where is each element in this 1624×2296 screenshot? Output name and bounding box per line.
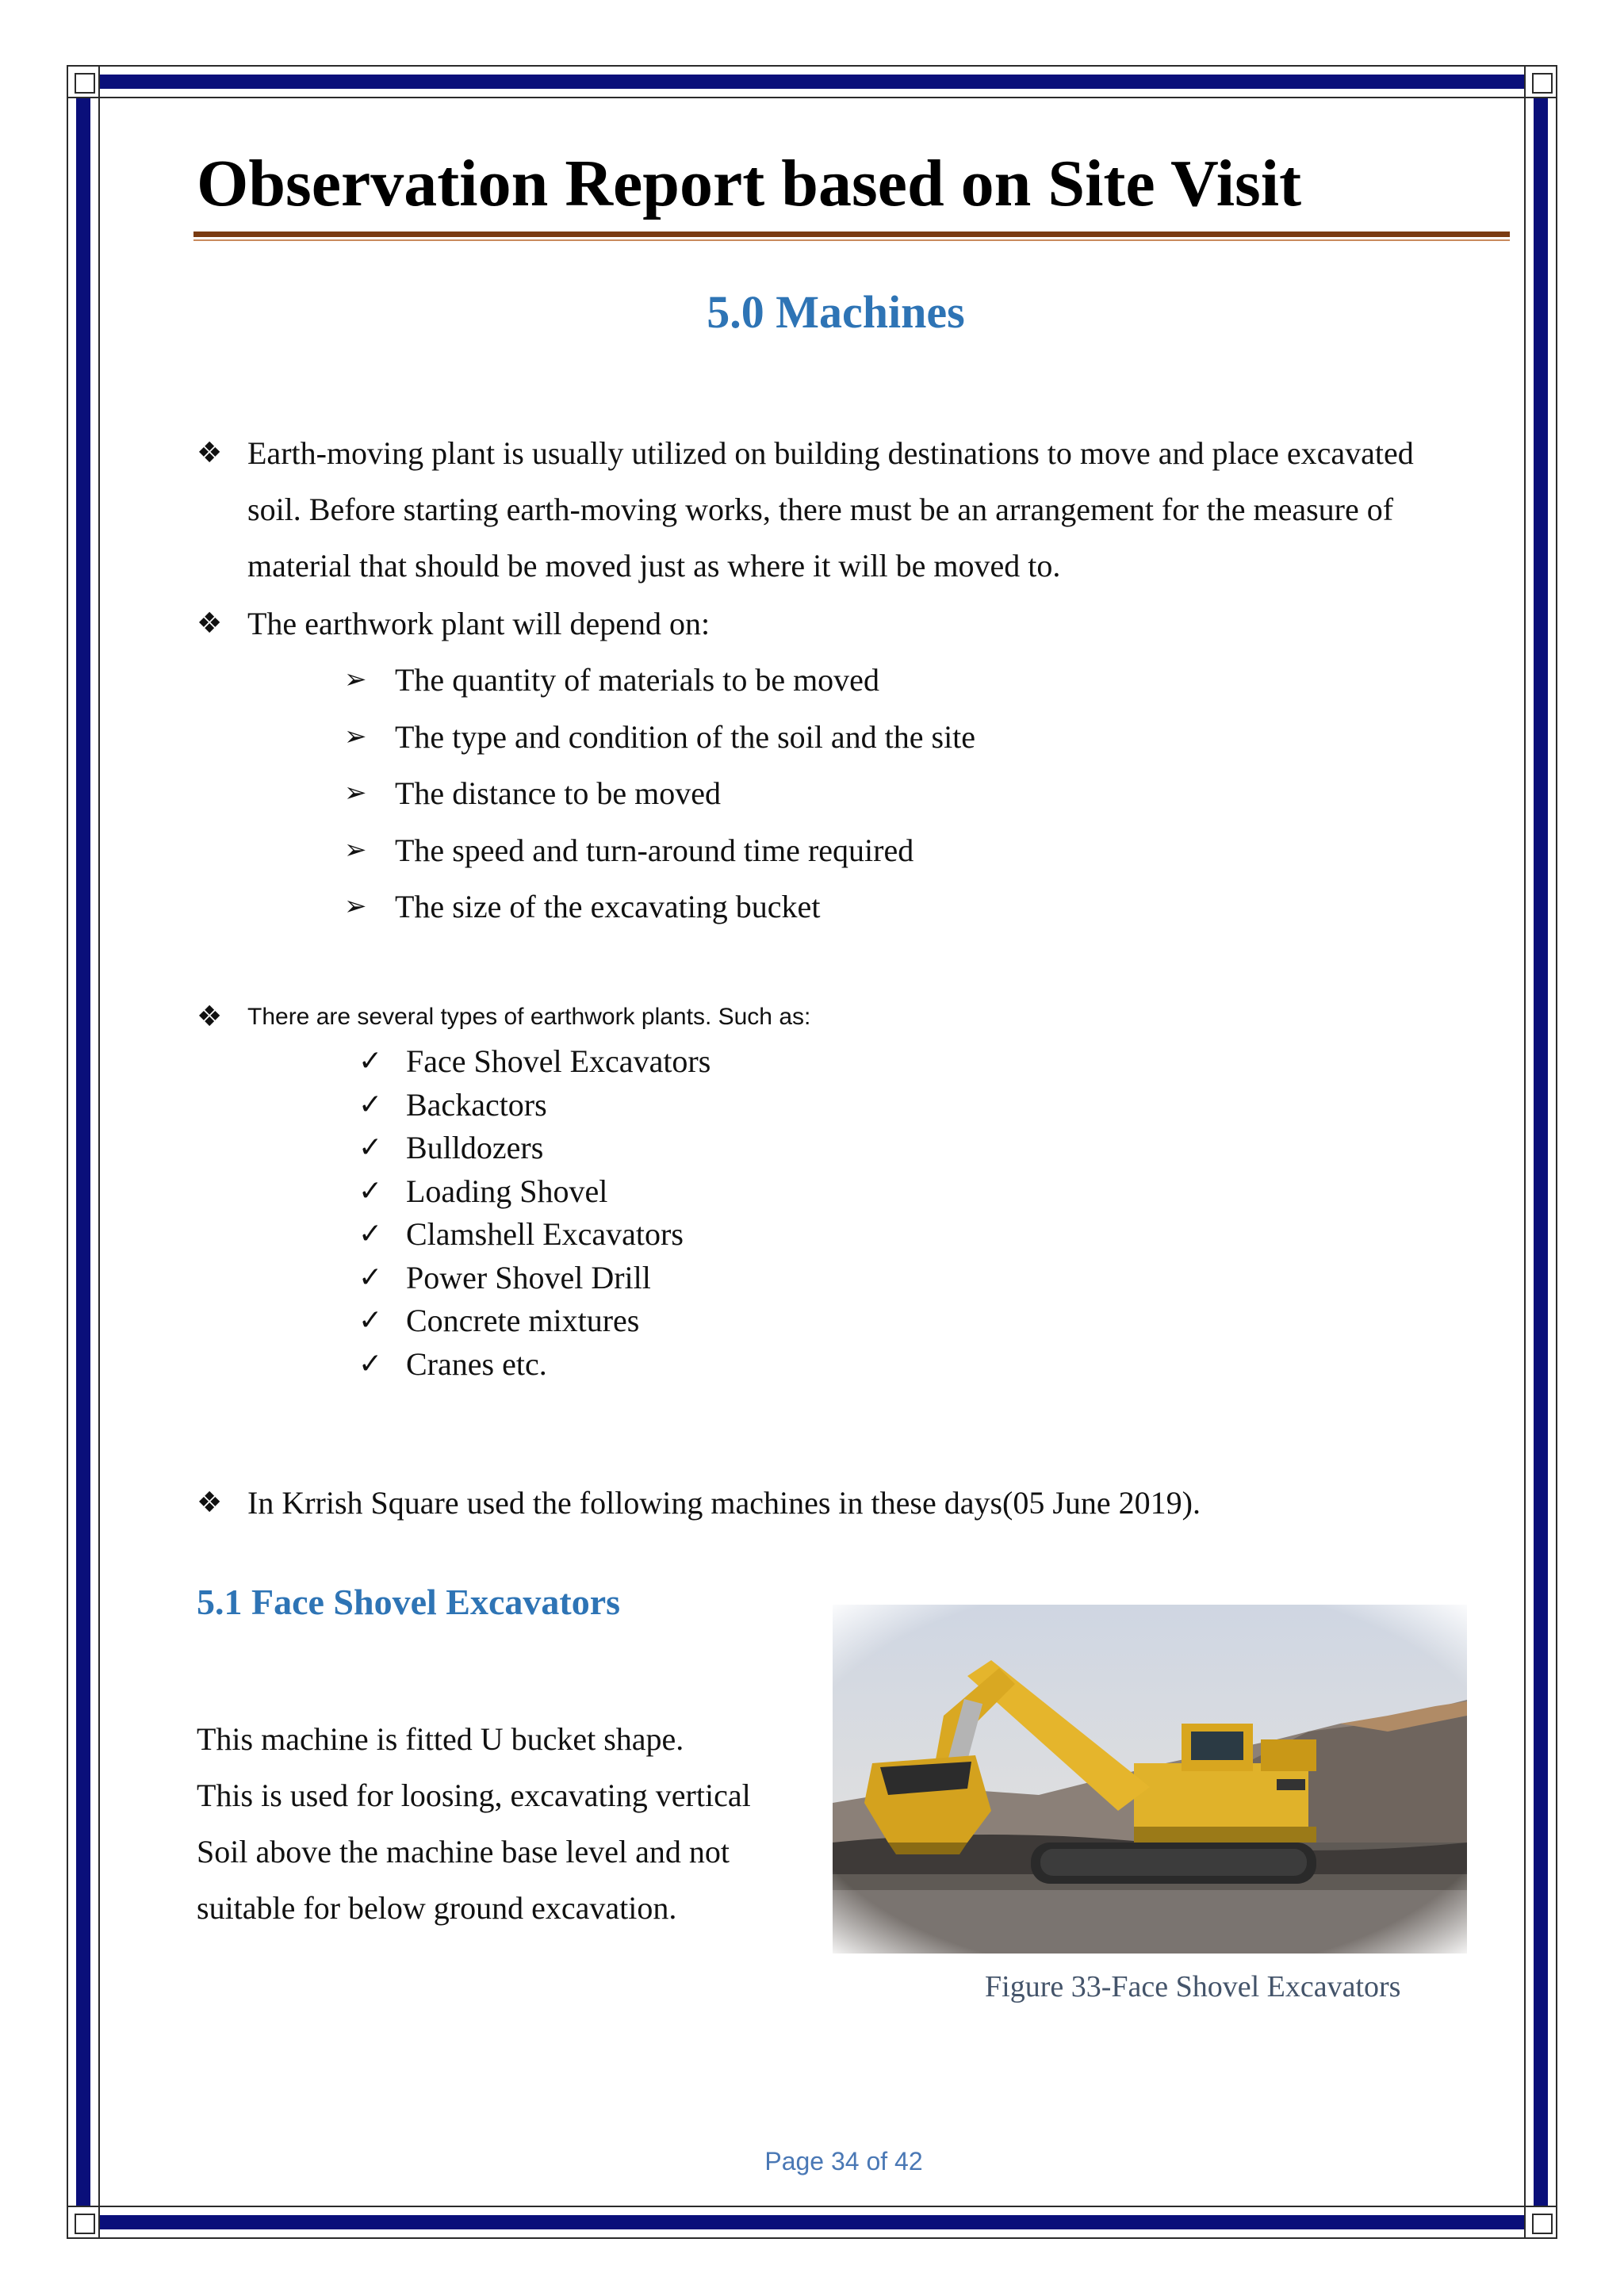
checkmark-icon: ✓ [358,1174,383,1207]
description-line: This machine is fitted U bucket shape. [197,1721,684,1757]
arrow-bullet-icon: ➢ [344,720,367,752]
bullet-depends-on [197,595,1497,652]
page-number: Page 34 of 42 [764,2147,923,2175]
diamond-bullet-icon: ❖ [197,607,223,640]
title-underline [193,232,1510,237]
bullet-line: material that should be moved just as where it will be moved to. [247,548,1061,584]
checkmark-icon: ✓ [358,1347,383,1380]
bullet-line: soil. Before starting earth-moving works, there must be an arrangement for the measure of [247,492,1394,527]
bullet-krrish-square [197,1475,1497,1531]
checkmark-icon: ✓ [358,1088,383,1121]
description-line: Soil above the machine base level and not [197,1834,730,1869]
checkmark-icon: ✓ [358,1304,383,1337]
arrow-bullet-icon: ➢ [344,833,367,866]
list-item-text: Concrete mixtures [406,1303,640,1338]
border-corner-ornament [67,65,100,98]
plant-types-list [358,1040,710,1386]
section-heading: 5.0 Machines [707,286,965,338]
description-line: This is used for loosing, excavating vertical [197,1777,751,1813]
list-item [358,1084,710,1127]
figure-caption: Figure 33-Face Shovel Excavators [985,1970,1401,2003]
list-item-text: Backactors [406,1086,547,1123]
description-line: suitable for below ground excavation. [197,1890,677,1926]
list-item-text: The distance to be moved [395,775,721,811]
diamond-bullet-icon: ❖ [197,1487,223,1519]
list-item [358,1299,710,1343]
list-item [344,822,975,879]
list-item [358,1343,710,1387]
checkmark-icon: ✓ [358,1218,383,1250]
border-corner-ornament [67,2206,100,2239]
list-item-text: Cranes etc. [406,1345,547,1382]
title-underline-thin [193,239,1510,241]
list-item-text: The size of the excavating bucket [395,889,821,924]
list-item [344,765,975,822]
diamond-bullet-icon: ❖ [197,437,223,469]
border-corner-ornament [1524,2206,1557,2239]
list-item-text: The type and condition of the soil and the site [395,718,976,755]
depends-on-list [344,652,975,936]
list-item [344,709,975,766]
list-item [344,652,975,709]
list-item [358,1040,710,1084]
list-item-text: Loading Shovel [406,1173,608,1209]
list-item [358,1213,710,1257]
bullet-text: In Krrish Square used the following machines in these days(05 June 2019). [247,1485,1201,1521]
arrow-bullet-icon: ➢ [344,664,367,695]
bullet-text [197,425,1497,594]
bullet-text: There are several types of earthwork plants. Such as: [247,1004,811,1030]
subsection-heading: 5.1 Face Shovel Excavators [197,1582,621,1622]
machine-description [197,1711,751,1936]
checkmark-icon: ✓ [358,1045,383,1077]
list-item-text: Bulldozers [406,1130,544,1165]
face-shovel-excavator-photo [833,1605,1467,1954]
list-item-text: Face Shovel Excavators [406,1043,711,1079]
bullet-line: Earth-moving plant is usually utilized on building destinations to move and place excavated [247,435,1414,471]
list-item [358,1170,710,1214]
bullet-earth-moving [197,425,1497,594]
list-item [358,1127,710,1170]
bullet-plant-types [197,997,1497,1037]
checkmark-icon: ✓ [358,1261,383,1294]
list-item-text: The quantity of materials to be moved [395,662,879,698]
diamond-bullet-icon: ❖ [197,1001,223,1033]
list-item-text: The speed and turn-around time required [395,832,914,868]
border-corner-ornament [1524,65,1557,98]
bullet-text: The earthwork plant will depend on: [247,606,710,641]
list-item-text: Power Shovel Drill [406,1259,651,1295]
list-item [344,878,975,936]
checkmark-icon: ✓ [358,1131,383,1164]
page-title: Observation Report based on Site Visit [197,147,1302,220]
list-item [358,1257,710,1300]
arrow-bullet-icon: ➢ [344,890,367,922]
list-item-text: Clamshell Excavators [406,1216,684,1252]
arrow-bullet-icon: ➢ [344,777,367,809]
